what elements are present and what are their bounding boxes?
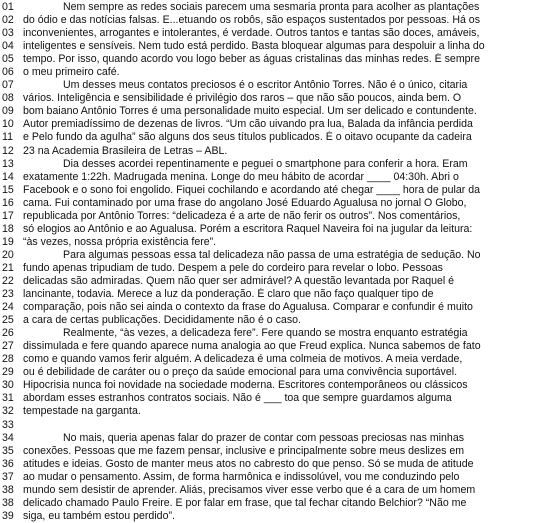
line-text: Para algumas pessoas essa tal delicadeza não passa de uma estratégia de sedução. No: [63, 248, 481, 261]
line-number: 14: [2, 170, 14, 183]
line-number: 25: [2, 314, 14, 327]
text-line: [0, 275, 555, 288]
line-text: delicado chamado Paulo Freire. E por falar em frase, que tal fechar citando Belchior? “Não me: [23, 496, 467, 509]
text-line: [0, 262, 555, 275]
text-line: [0, 353, 555, 366]
text-line: [0, 314, 555, 327]
line-text: siga, eu também estou perdido”.: [23, 509, 175, 522]
line-number: 19: [2, 235, 14, 248]
text-line: [0, 379, 555, 392]
line-number: 16: [2, 196, 14, 209]
line-text: inconvenientes, arrogantes e intolerantes, é verdade. Outros tantos e tantas são doces, amáveis,: [23, 27, 480, 40]
line-number: 33: [2, 418, 14, 431]
line-text: Dia desses acordei repentinamente e peguei o smartphone para conferir a hora. Eram: [63, 157, 468, 170]
line-number: 11: [2, 131, 13, 144]
line-number: 06: [2, 66, 14, 79]
text-line: [0, 197, 555, 210]
text-line: [0, 79, 555, 92]
line-text: conexões. Pessoas que me fazem pensar, inclusive e principalmente sobre meus deslizes em: [23, 444, 465, 457]
text-line: [0, 366, 555, 379]
line-text: tempo. Por isso, quando acordo vou logo beber as águas cristalinas das minhas redes. É sempre: [23, 53, 480, 66]
text-line: [0, 210, 555, 223]
text-line: [0, 27, 555, 40]
text-line: [0, 327, 555, 340]
text-line: [0, 53, 555, 66]
line-number: 18: [2, 222, 14, 235]
line-text: ao mudar o pensamento. Assim, de forma harmônica e indissolúvel, vou me conduzindo pelo: [23, 470, 460, 483]
line-text: abordam esses estranhos contratos sociais. Não é ___ toa que sempre guardamos alguma: [23, 392, 452, 405]
line-number: 24: [2, 301, 14, 314]
line-number: 39: [2, 509, 14, 522]
line-number: 30: [2, 379, 14, 392]
line-text: e Pelo fundo da agulha” são alguns dos seus títulos publicados. É o oitavo ocupante da cadeira: [23, 131, 472, 144]
line-text: fundo apenas tripudiam de tudo. Despem a pele do cordeiro para revelar o lobo. Pessoas: [23, 261, 443, 274]
line-text: dissimulada e fere quando aparece numa analogia ao que Freud explica. Nunca sabemos de fato: [23, 340, 481, 353]
line-text: o meu primeiro café.: [23, 66, 120, 79]
line-number: 12: [2, 144, 14, 157]
text-line: [0, 301, 555, 314]
line-text: cama. Fui contaminado por uma frase do angolano José Eduardo Agualusa no jornal O Globo,: [23, 196, 467, 209]
line-text: exatamente 1:22h. Madrugada menina. Longe do meu hábito de acordar ____ 04:30h. Abri o: [23, 170, 459, 183]
line-number: 31: [2, 392, 14, 405]
line-text: Autor premiadíssimo de dezenas de livros. “Um cão uivando pra lua, Balada da infância perdida: [23, 118, 473, 131]
text-line: [0, 40, 555, 53]
text-line: [0, 131, 555, 144]
line-number: 03: [2, 27, 14, 40]
line-number: 05: [2, 53, 14, 66]
line-text: No mais, queria apenas falar do prazer de contar com pessoas preciosas nas minhas: [63, 431, 465, 444]
line-number: 34: [2, 431, 14, 444]
line-number: 38: [2, 483, 14, 496]
text-line: [0, 118, 555, 131]
text-line: [0, 249, 555, 262]
line-number: 04: [2, 40, 14, 53]
line-number: 17: [2, 209, 14, 222]
text-line: [0, 458, 555, 471]
line-text: mundo sem desistir de aprender. Aliás, precisamos viver esse verbo que é a cara de um homem: [23, 483, 476, 496]
text-line: [0, 484, 555, 497]
text-line: [0, 288, 555, 301]
text-line: [0, 105, 555, 118]
text-line: [0, 445, 555, 458]
line-text: do ódio e das notícias falsas. E...etuando os robôs, são espaços sustentados por pessoas. Há os: [23, 14, 480, 27]
line-text: vários. Inteligência e sensibilidade é privilégio dos raros – que não são poucos, ainda bem. O: [23, 92, 462, 105]
line-number: 15: [2, 183, 14, 196]
line-text: lancinante, todavia. Merece a luz da ponderação. É claro que não faço qualquer tipo de: [23, 288, 434, 301]
line-number: 21: [2, 261, 14, 274]
text-line: [0, 340, 555, 353]
line-text: inteligentes e sensíveis. Nem tudo está perdido. Basta bloquear algumas para despoluir a linha do: [23, 40, 485, 53]
text-line: [0, 510, 555, 523]
line-number: 27: [2, 340, 14, 353]
line-number: 28: [2, 353, 14, 366]
text-line: [0, 171, 555, 184]
line-text: “às vezes, nossa própria existência fere”.: [23, 235, 217, 248]
line-number: 26: [2, 327, 14, 340]
text-line: [0, 223, 555, 236]
text-line: [0, 432, 555, 445]
text-line: [0, 14, 555, 27]
text-line: [0, 66, 555, 79]
line-number: 13: [2, 157, 14, 170]
line-text: tempestade na garganta.: [23, 405, 141, 418]
line-text: atitudes e ideias. Gosto de manter meus atos no cabresto do que penso. Só se muda de atitude: [23, 457, 474, 470]
text-line: [0, 419, 555, 432]
line-number: 29: [2, 366, 14, 379]
text-line: [0, 236, 555, 249]
text-line: [0, 392, 555, 405]
text-line: [0, 145, 555, 158]
line-text: bom baiano Antônio Torres é uma personalidade muito especial. Um ser delicado e contundente.: [23, 105, 477, 118]
line-number: 01: [2, 1, 14, 13]
line-number: 32: [2, 405, 14, 418]
text-line: [0, 184, 555, 197]
line-text: a cara de certas publicações. Decididamente não é o caso.: [23, 314, 301, 327]
line-text: delicadas são admiradas. Quem não quer ser admirável? A questão levantada por Raquel é: [23, 274, 455, 287]
line-text: Facebook e o sono foi engolido. Fiquei cochilando e acordando até chegar ____ hora de pular da: [23, 183, 481, 196]
text-line: [0, 405, 555, 418]
line-number: 20: [2, 248, 14, 261]
line-number: 23: [2, 288, 14, 301]
line-number: 02: [2, 14, 14, 27]
text-line: [0, 1, 555, 14]
line-text: comparação, pois não sei ainda o contexto da frase do Agualusa. Comparar e confundir é muito: [23, 301, 473, 314]
line-text: como e quando vamos ferir alguém. A delicadeza é uma colmeia de motivos. A meia verdade,: [23, 353, 463, 366]
line-number: 38: [2, 496, 14, 509]
line-number: 07: [2, 79, 14, 92]
line-number: 09: [2, 105, 14, 118]
line-text: só elogios ao Antônio e ao Agualusa. Porém a escritora Raquel Naveira foi na jugular da leitura:: [23, 222, 473, 235]
line-text: Nem sempre as redes sociais parecem uma sesmaria pronta para acolher as plantações: [63, 1, 480, 13]
line-text: republicada por Antônio Torres: “delicadeza é a arte de não ferir os outros”. Nos comentários,: [23, 209, 461, 222]
line-number: 22: [2, 274, 14, 287]
line-text: Um desses meus contatos preciosos é o escritor Antônio Torres. Não é o único, citaria: [63, 79, 468, 92]
line-number: 08: [2, 92, 14, 105]
text-line: [0, 497, 555, 510]
line-text: 23 na Academia Brasileira de Letras – ABL.: [23, 144, 228, 157]
line-text: Hipocrisia nunca foi novidade na sociedade moderna. Escritores contemporâneos ou clássicos: [23, 379, 468, 392]
text-line: [0, 92, 555, 105]
line-text: ou é debilidade de caráter ou o preço da saúde emocional para uma convivência suportável.: [23, 366, 458, 379]
line-number: 37: [2, 470, 14, 483]
line-number: 35: [2, 444, 14, 457]
text-line: [0, 471, 555, 484]
text-line: [0, 158, 555, 171]
line-number: 10: [2, 118, 14, 131]
line-number: 36: [2, 457, 14, 470]
line-text: Realmente, “às vezes, a delicadeza fere”. Fere quando se mostra enquanto estratégia: [63, 327, 468, 340]
